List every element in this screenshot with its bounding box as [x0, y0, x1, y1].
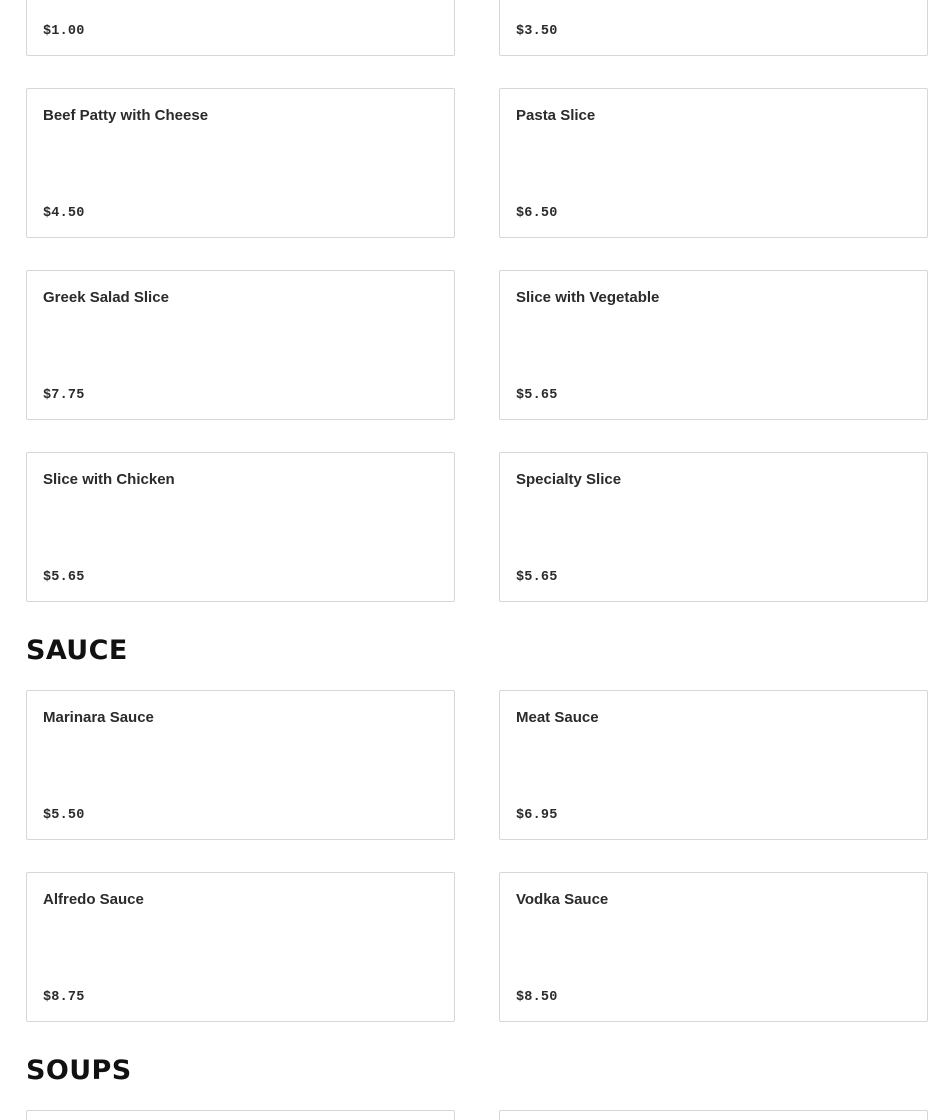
menu-item-name: Beef Patty with Cheese: [43, 107, 209, 124]
menu-item-name: Alfredo Sauce: [43, 891, 144, 908]
menu-item-price: $6.50: [516, 206, 558, 221]
menu-item-card[interactable]: [26, 270, 455, 420]
menu-item-name: Meat Sauce: [516, 709, 599, 726]
menu-item-card[interactable]: [26, 690, 455, 840]
section-title-soups: SOUPS: [26, 1055, 132, 1086]
menu-item-card[interactable]: [26, 452, 455, 602]
menu-item-name: Slice with Chicken: [43, 471, 175, 488]
menu-item-price: $5.65: [516, 570, 558, 585]
menu-item-name: Pasta Slice: [516, 107, 596, 124]
menu-item-card[interactable]: [499, 88, 928, 238]
menu-item-name: Slice with Vegetable: [516, 289, 660, 306]
menu-item-name: Vodka Sauce: [516, 891, 609, 908]
menu-item-price: $5.65: [516, 388, 558, 403]
menu-item-price: $5.65: [43, 570, 85, 585]
section-title-sauce: SAUCE: [26, 635, 128, 666]
menu-item-card[interactable]: [499, 0, 928, 56]
menu-item-price: $4.50: [43, 206, 85, 221]
menu-item-price: $6.95: [516, 808, 558, 823]
menu-item-card[interactable]: [499, 690, 928, 840]
menu-item-card[interactable]: [26, 0, 455, 56]
menu-item-card[interactable]: [26, 88, 455, 238]
menu-item-name: Marinara Sauce: [43, 709, 154, 726]
menu-item-card[interactable]: [26, 872, 455, 1022]
menu-item-price: $5.50: [43, 808, 85, 823]
menu-item-price: $7.75: [43, 388, 85, 403]
menu-item-price: $3.50: [516, 24, 558, 39]
menu-item-price: $8.75: [43, 990, 85, 1005]
menu-item-card[interactable]: [26, 1110, 455, 1120]
menu-item-name: Specialty Slice: [516, 471, 622, 488]
menu-item-card[interactable]: [499, 1110, 928, 1120]
menu-item-card[interactable]: [499, 452, 928, 602]
menu-item-name: Greek Salad Slice: [43, 289, 169, 306]
menu-item-price: $1.00: [43, 24, 85, 39]
menu-item-card[interactable]: [499, 872, 928, 1022]
menu-item-card[interactable]: [499, 270, 928, 420]
menu-item-price: $8.50: [516, 990, 558, 1005]
